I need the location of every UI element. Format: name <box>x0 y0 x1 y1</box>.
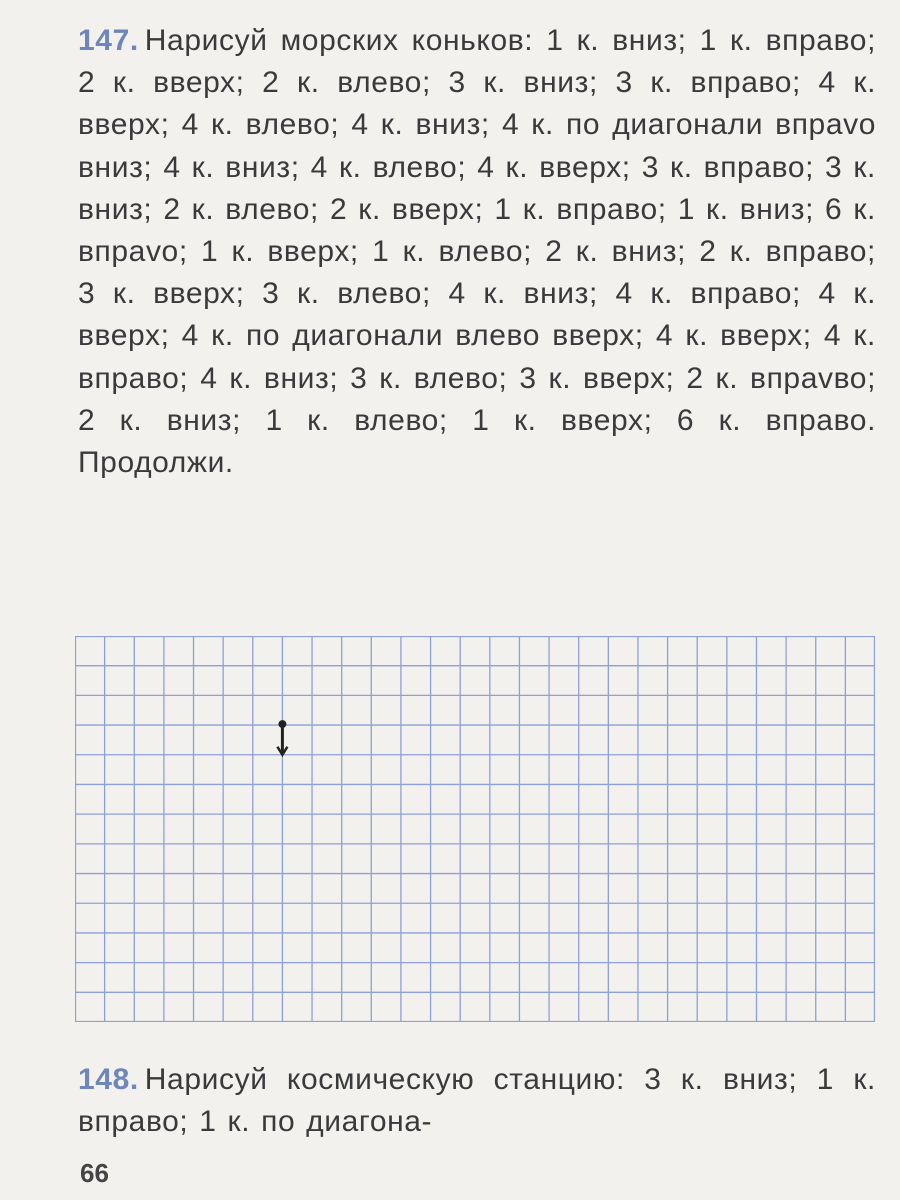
task-148 <box>78 1059 876 1143</box>
task-147 <box>78 20 876 484</box>
page-number: 66 <box>80 1158 109 1188</box>
task-instructions: Нарисуй космическую станцию: 3 к. вниз; 1 к. вправо; 1 к. по диагона- <box>78 1063 876 1139</box>
task-instructions: Нарисуй морских коньков: 1 к. вниз; 1 к. вправо; 2 к. вверх; 2 к. влево; 3 к. вниз; 3 к. вправо; 4 к. вверх; 4 к. влево; 4 к. вниз; 4 к. по диагонали впраvо вниз; 4 к. вниз; 4 к. влево; 4 к. вверх; 3 к. вправо; 3 к. вниз; 2 к. влево; 2 к. вверх; 1 к. вправо; 1 к. вниз; 6 к. впраvо; 1 к. вверх; 1 к. влево; 2 к. вниз; 2 к. вправо; 3 к. вверх; 3 к. влево; 4 к. вниз; 4 к. вправо; 4 к. вверх; 4 к. по диагонали влево вверх; 4 к. вверх; 4 к. вправо; 4 к. вниз; 3 к. влево; 3 к. вверх; 2 к. впраvво; 2 к. вниз; 1 к. влево; 1 к. вверх; 6 к. вправо. Продолжи. <box>78 24 876 480</box>
graph-paper-grid[interactable] <box>75 636 875 1022</box>
task-number: 148. <box>78 1063 139 1096</box>
grid-canvas[interactable] <box>75 636 875 1022</box>
task-number: 147. <box>78 24 139 57</box>
